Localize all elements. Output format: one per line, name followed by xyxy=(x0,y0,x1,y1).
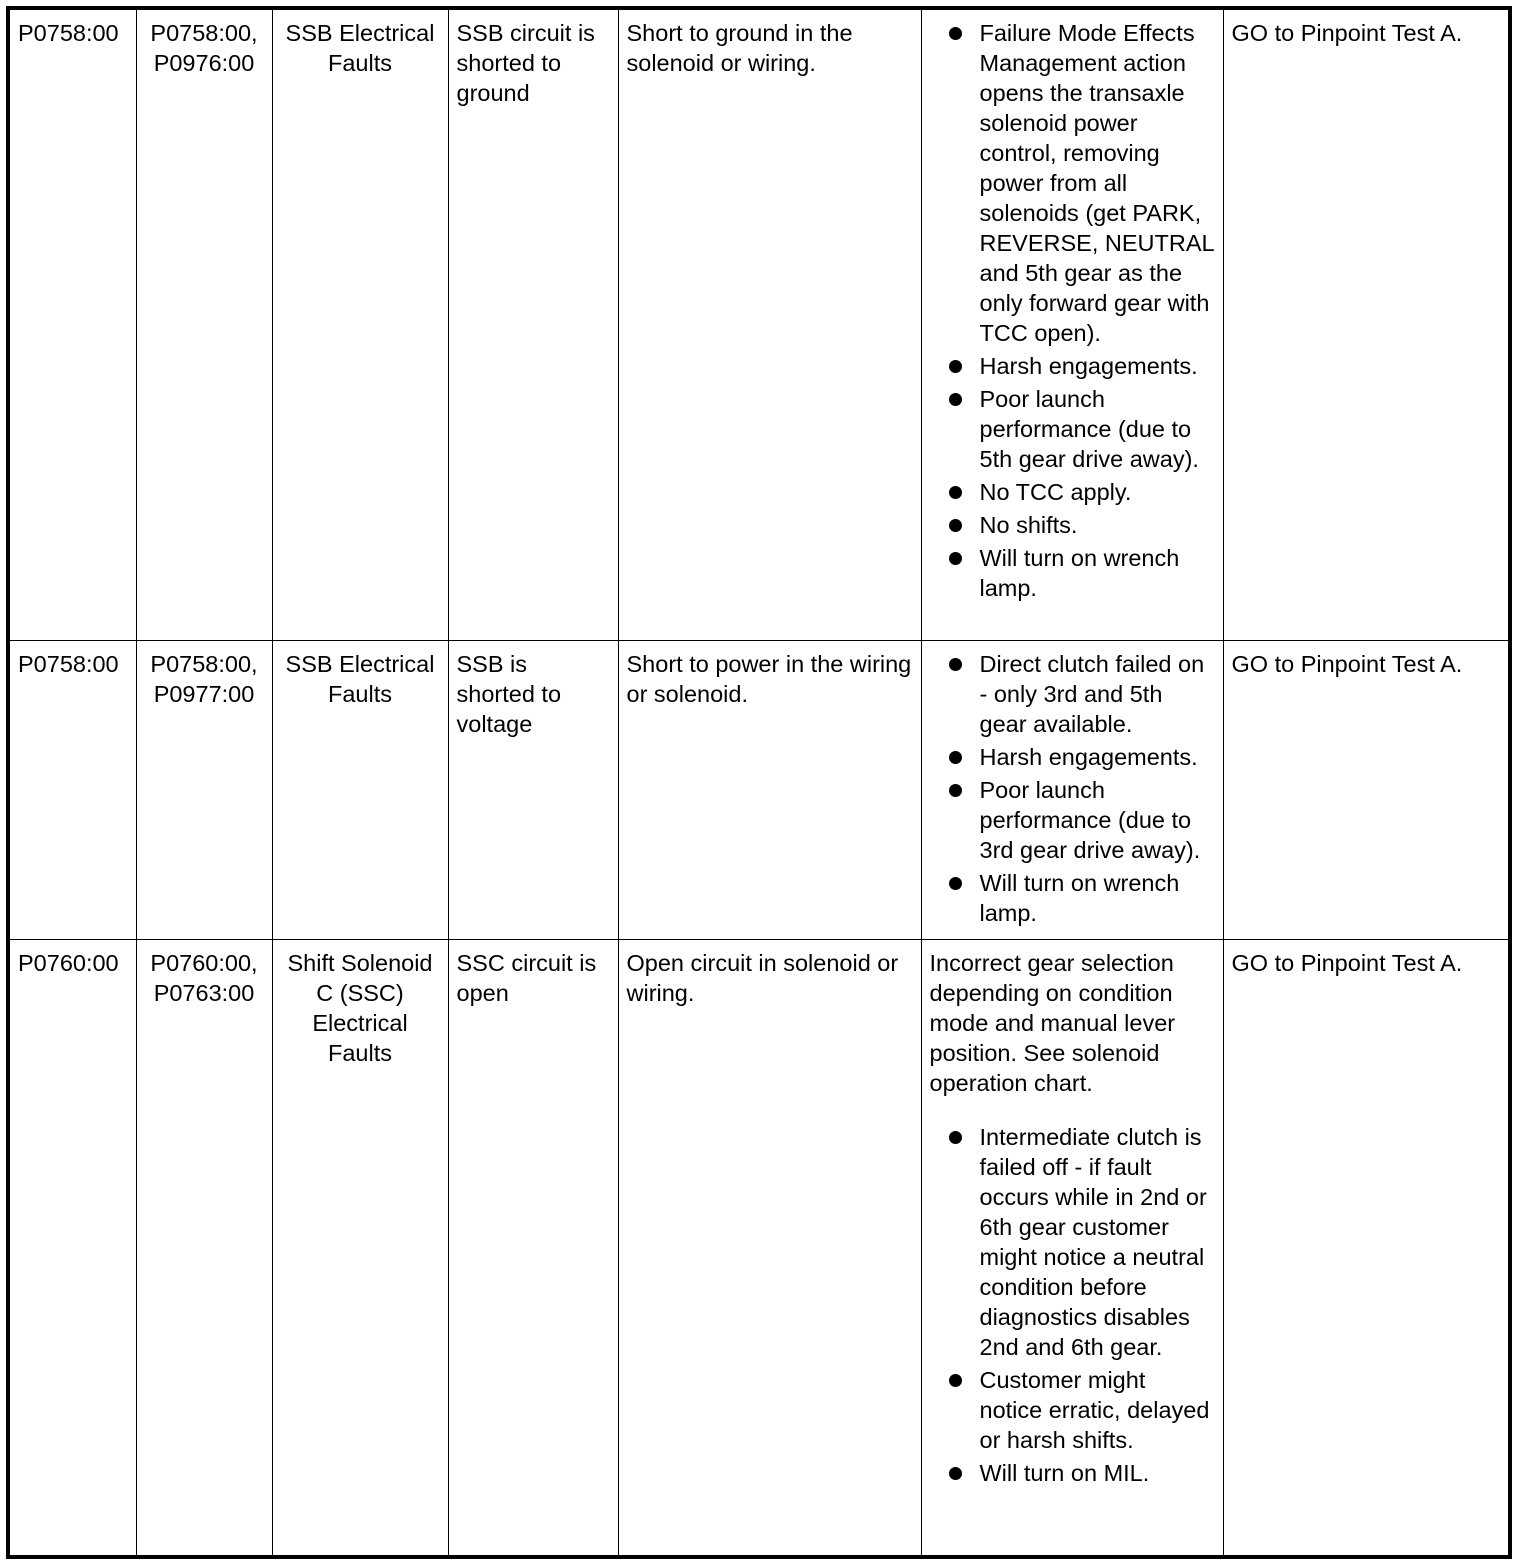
symptom-item: Harsh engagements. xyxy=(930,351,1215,381)
action-cell xyxy=(1223,939,1510,1557)
sub-dtc: P0758:00, xyxy=(150,650,258,677)
symptom-item: Will turn on MIL. xyxy=(930,1458,1215,1488)
sub-dtc-cell xyxy=(136,939,272,1557)
sub-dtc-cell xyxy=(136,640,272,939)
symptom-item: Harsh engagements. xyxy=(930,742,1215,772)
symptom-list xyxy=(930,18,1215,603)
dtc-diagnostic-table xyxy=(6,6,1512,1559)
description-cell xyxy=(272,640,448,939)
symptom-cell xyxy=(921,8,1223,640)
symptom-intro: Incorrect gear selection depending on condition mode and manual lever position. See solenoid operation chart. xyxy=(929,949,1176,1096)
condition: SSB circuit is shorted to ground xyxy=(456,20,595,106)
symptom-item: Poor launch performance (due to 5th gear drive away). xyxy=(930,384,1215,474)
possible-source-cell xyxy=(618,8,921,640)
symptom-item: Will turn on wrench lamp. xyxy=(930,543,1215,603)
sub-dtc: P0763:00 xyxy=(153,979,255,1006)
symptom-item: No shifts. xyxy=(930,510,1215,540)
sub-dtc: P0760:00, xyxy=(150,949,258,976)
possible-source: Short to power in the wiring or solenoid. xyxy=(626,650,912,707)
description: Shift Solenoid C (SSC) Electrical Faults xyxy=(287,949,433,1066)
action: GO to Pinpoint Test A. xyxy=(1231,20,1463,46)
dtc-code-cell xyxy=(8,8,136,640)
condition: SSB is shorted to voltage xyxy=(456,650,562,737)
symptom-item: Intermediate clutch is failed off - if fault occurs while in 2nd or 6th gear customer might notice a neutral condition before diagnostics disables 2nd and 6th gear. xyxy=(930,1122,1215,1362)
dtc-code: P0758:00 xyxy=(18,20,119,46)
symptom-cell xyxy=(921,939,1223,1557)
dtc-code-cell xyxy=(8,939,136,1557)
action-cell xyxy=(1223,640,1510,939)
sub-dtc: P0977:00 xyxy=(153,680,255,707)
table-row xyxy=(8,8,1510,640)
possible-source-cell xyxy=(618,640,921,939)
dtc-code: P0758:00 xyxy=(18,650,119,677)
description: SSB Electrical Faults xyxy=(285,650,435,707)
condition-cell xyxy=(448,8,618,640)
sub-dtc: P0758:00, xyxy=(150,20,258,46)
condition: SSC circuit is open xyxy=(456,949,597,1006)
condition-cell xyxy=(448,640,618,939)
dtc-code-cell xyxy=(8,640,136,939)
sub-dtc-cell xyxy=(136,8,272,640)
action: GO to Pinpoint Test A. xyxy=(1231,949,1463,976)
description: SSB Electrical Faults xyxy=(285,20,435,76)
action: GO to Pinpoint Test A. xyxy=(1231,650,1463,677)
possible-source-cell xyxy=(618,939,921,1557)
symptom-list xyxy=(930,649,1215,928)
symptom-list xyxy=(930,1122,1215,1488)
dtc-code: P0760:00 xyxy=(18,949,119,976)
description-cell xyxy=(272,8,448,640)
symptom-item: No TCC apply. xyxy=(930,477,1215,507)
diagnostic-table-page xyxy=(6,6,1506,1559)
sub-dtc: P0976:00 xyxy=(153,50,255,76)
symptom-item: Failure Mode Effects Management action opens the transaxle solenoid power control, removing power from all solenoids (get PARK, REVERSE, NEUTRAL and 5th gear as the only forward gear with TCC open). xyxy=(930,18,1215,348)
symptom-item: Poor launch performance (due to 3rd gear drive away). xyxy=(930,775,1215,865)
table-row xyxy=(8,640,1510,939)
symptom-item: Customer might notice erratic, delayed or harsh shifts. xyxy=(930,1365,1215,1455)
possible-source: Open circuit in solenoid or wiring. xyxy=(626,949,899,1006)
table-row xyxy=(8,939,1510,1557)
symptom-item: Direct clutch failed on - only 3rd and 5th gear available. xyxy=(930,649,1215,739)
symptom-cell xyxy=(921,640,1223,939)
symptom-item: Will turn on wrench lamp. xyxy=(930,868,1215,928)
condition-cell xyxy=(448,939,618,1557)
action-cell xyxy=(1223,8,1510,640)
description-cell xyxy=(272,939,448,1557)
possible-source: Short to ground in the solenoid or wiring. xyxy=(626,20,853,76)
